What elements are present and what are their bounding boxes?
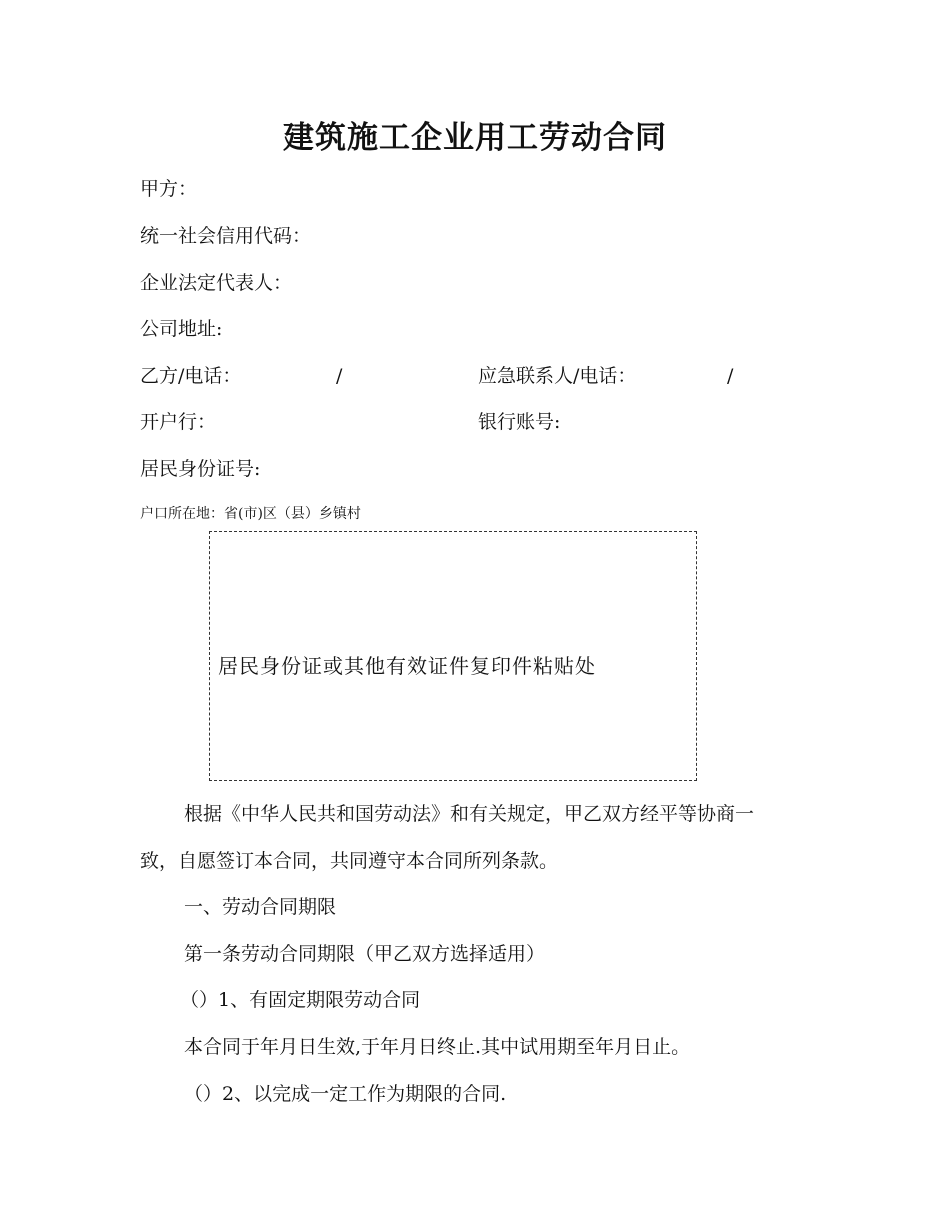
company-address-label: 公司地址: [140, 318, 223, 340]
bank-account-label: 银行账号: [478, 411, 561, 433]
section-heading: 一、劳动合同期限 [184, 896, 337, 918]
option-1-detail: 本合同于年月日生效,于年月日终止.其中试用期至年月日止。 [184, 1036, 691, 1058]
household-label: 户口所在地：省(市)区（县）乡镇村 [140, 506, 361, 522]
id-copy-paste-box [209, 531, 697, 781]
id-box-label: 居民身份证或其他有效证件复印件粘贴处 [218, 654, 596, 678]
credit-code-label: 统一社会信用代码： [140, 225, 312, 247]
option-1: （）1、有固定期限劳动合同 [180, 989, 421, 1011]
id-number-label: 居民身份证号: [140, 458, 261, 480]
option-2: （）2、以完成一定工作为期限的合同. [184, 1083, 507, 1105]
document-title: 建筑施工企业用工劳动合同 [283, 120, 667, 156]
party-b-phone-label: 乙方/电话： [140, 365, 242, 387]
emergency-separator: / [727, 365, 734, 387]
intro-paragraph-line1: 根据《中华人民共和国劳动法》和有关规定，甲乙双方经平等协商一 [184, 803, 755, 825]
intro-paragraph-line2: 致，自愿签订本合同，共同遵守本合同所列条款。 [140, 850, 559, 872]
party-b-separator: / [336, 365, 343, 387]
party-a-label: 甲方： [140, 178, 198, 200]
legal-rep-label: 企业法定代表人： [140, 272, 293, 294]
bank-label: 开户行： [140, 411, 217, 433]
article-heading: 第一条劳动合同期限（甲乙双方选择适用） [184, 943, 546, 965]
emergency-contact-label: 应急联系人/电话： [478, 365, 637, 387]
